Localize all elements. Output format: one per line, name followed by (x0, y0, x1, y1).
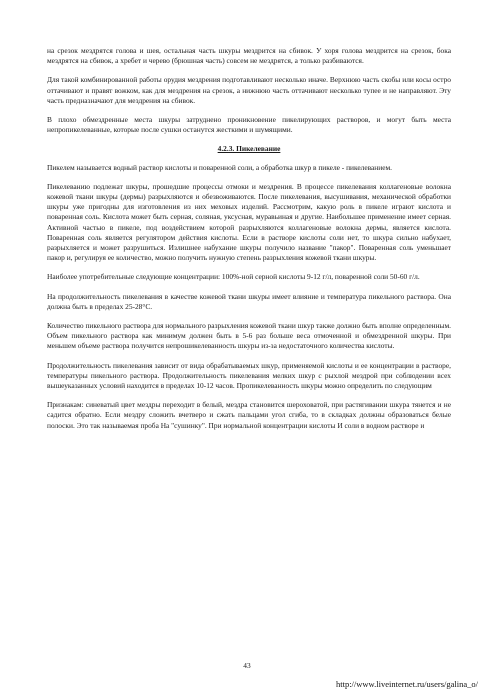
watermark-url: http://www.liveinternet.ru/users/galina_o/ (335, 679, 478, 689)
paragraph: на срезок мездрятся голова и шея, остальная часть шкуры мездрится на сбивок. У хоря голова мездрится на срезок, бока мездрятся на сбивок, а хребет и черево (брюшная часть) совсем не мездрятся, а только разбиваются. (47, 46, 451, 66)
paragraph: Количество пикельного раствора для нормального разрыхления кожевой ткани шкур также должно быть вполне определенным. Объем пикельного раствора как минимум должен быть в 5-6 раз больше веса отмоченной и обмездренной шкуры. При меньшем объеме раствора получится непрошикелеванность шкуры из-за недостаточного количества кислоты. (47, 321, 452, 351)
paragraph: Продолжительность пикелевания зависит от вида обрабатываемых шкур, применяемой кислоты и ее концентрации в растворе, температуры пикельного раствора. Продолжительность пикелевания мелких шкур с рыхлой мездрой при соблюдении всех вышеуказанных условий находится в пределах 10-12 часов. Пропикелеванность шкуры можно определить по следующим (47, 360, 451, 391)
page-number: 43 (243, 661, 251, 670)
section-heading: 4.2.3. Пикелевание (217, 144, 281, 154)
paragraph: Для такой комбинированной работы орудия мездрения подготавливают несколько иначе. Верхнюю часть скобы или косы остро оттачивают и правят вожком, как для мездрения на срезок, а нижнюю часть оттачивают несколько тупее и не направляют. Эту часть предназначают для мездрения на сбивок. (47, 75, 451, 105)
paragraph: Пикелеванию подлежат шкуры, прошедшие процессы отмоки и мездрения. В процессе пикелевания коллагеновые волокна кожевой ткани шкуры (дермы) разрыхляются и обезвоживаются. После пикелевания, высушивания, механической обработки шкуры уже пригодны для изготовления из них меховых изделий. Рассмотрим, какую роль в пикеле играют кислота и поваренная соль. Кислота может быть серная, соляная, уксусная, муравьиная и другие. Наибольшее применение имеет серная. Активной частью в пикеле, под воздействием которой разрыхляются коллагеновые волокна дермы, является кислота. Поваренная соль является регулятором действия кислоты. Если в растворе кислоты соли нет, то шкура сильно набухает, разрыхляется и может разрушиться. Излишнее набухание шкуры получило название "пакор". Поваренная соль уменьшает пакор и, регулируя ее количество, можно получить нужную степень разрыхления кожевой ткани шкуры. (47, 181, 451, 263)
paragraph: На продолжительность пикелевания в качестве кожевой ткани шкуры имеет влияние и температура пикельного раствора. Она должна быть в пределах 25-28°С. (47, 291, 451, 311)
paragraph: Наиболее употребительные следующие концентрации: 100%-ной серной кислоты 9-12 г/л, поваренной соли 50-60 г/л. (47, 272, 420, 282)
paragraph: Признакам: синеватый цвет мездры переходит в белый, мездра становится шероховатой, при растягивании шкура тянется и не садится обратно. Если мездру сложить вчетверо и сжать пальцами угол сгиба, то в складках должны образоваться белые полоски. Это так называемая проба На "сушинку". При нормальной концентрации кислоты И соли в водном растворе и (47, 400, 451, 430)
body-text (47, 46, 451, 440)
paragraph: Пикелем называется водный раствор кислоты и поваренной соли, а обработка шкур в пикеле - пикелеванием. (47, 162, 393, 172)
paragraph: В плохо обмездренные места шкуры затруднено проникновение пикелирующих растворов, и могут быть места непропикелеванные, которые после сушки останутся жесткими и шумящими. (47, 115, 451, 135)
